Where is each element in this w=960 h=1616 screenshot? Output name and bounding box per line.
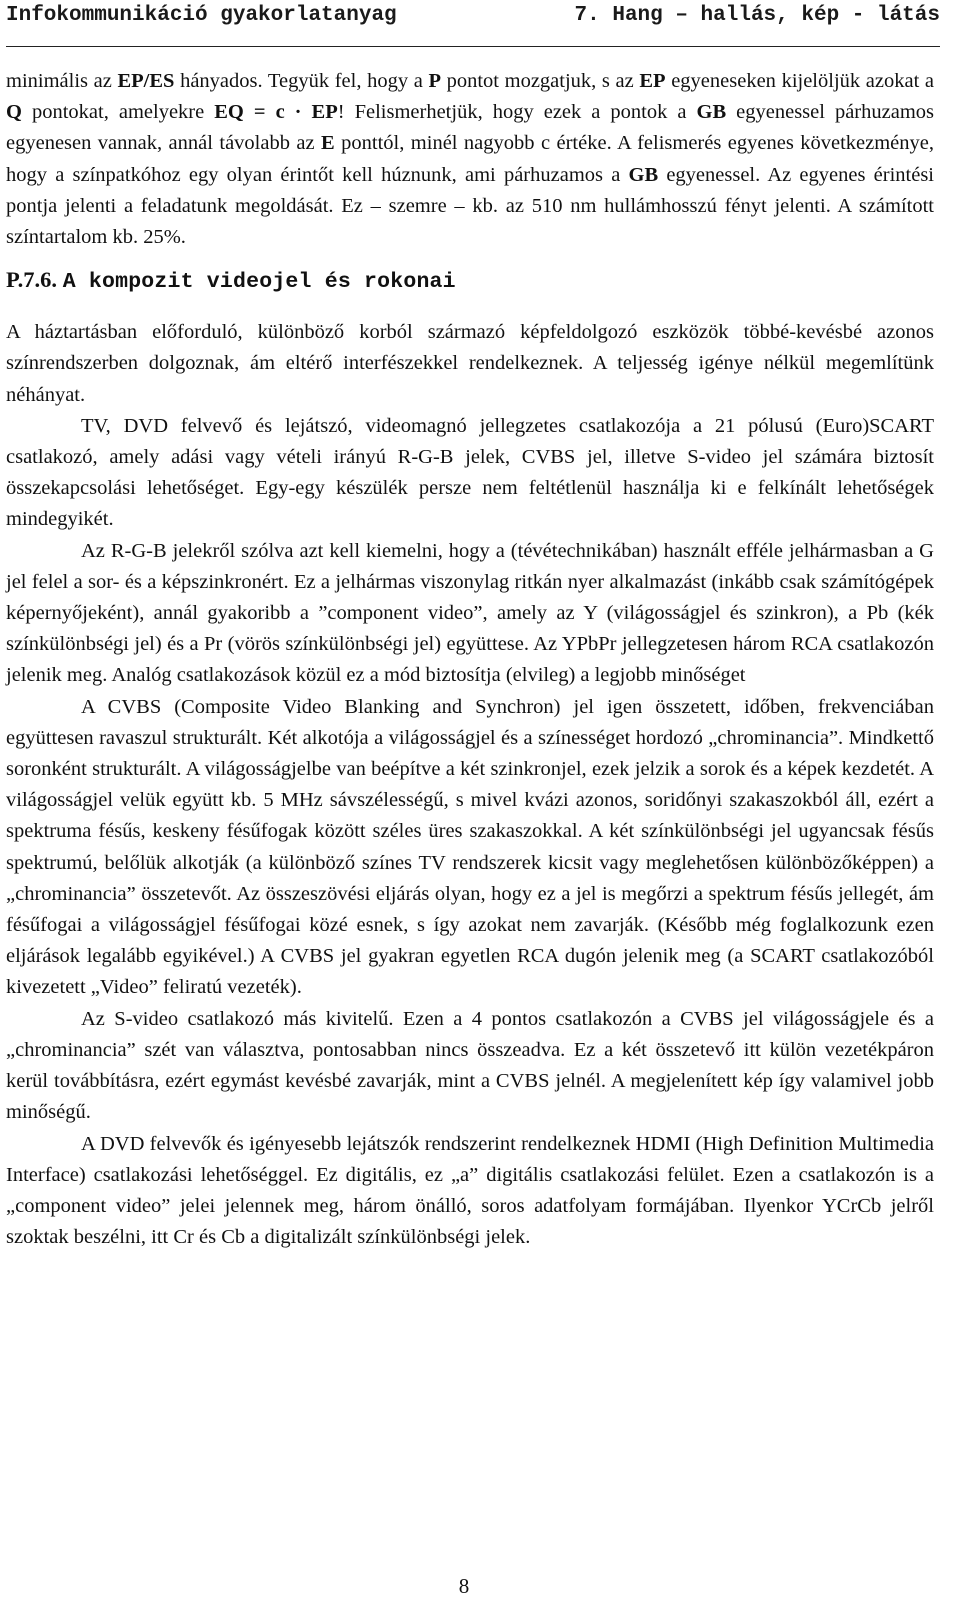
intro-text: egyenessel párhuzamos egyenesen vannak, annál távolabb az — [6, 101, 935, 155]
intro-text: ponttól, minél nagyobb c értéke. A felismerés egyenes következménye, hogy a színpatkóhoz egy olyan érintőt kell húznunk, ami párhuzamos a — [6, 132, 934, 186]
intro-text: ! Felismerhetjük, hogy ezek a pontok a — [337, 101, 697, 124]
page-number: 8 — [458, 1574, 470, 1598]
intro-text: minimális az — [6, 70, 118, 92]
intro-bold: EP/ES — [117, 70, 175, 92]
intro-text: hányados. Tegyük fel, hogy a — [174, 70, 429, 92]
section-heading — [6, 263, 934, 299]
intro-bold: E — [321, 132, 335, 155]
header-right-title: 7. Hang – hallás, kép - látás — [574, 4, 940, 27]
page-header — [6, 0, 940, 47]
intro-bold: GB — [696, 101, 727, 124]
body-paragraph: Az R-G-B jelekről szólva azt kell kiemelni, hogy a (tévétechnikában) használt efféle jelhármasban a G jel felel a sor- és a képszinkronért. Ez a jelhármas viszonylag ritkán nyer alkalmazást (inkább csak számítógépek képernyőjeként), annál gyakoribb a ”component video”, amely az Y (világosságjel és szinkron), a Pb (kék színkülönbségi jel) és a Pr (vörös színkülönbségi jel) együttese. Az YPbPr jellegzetesen három RCA csatlakozón jelenik meg. Analóg csatlakozások közül ez a mód biztosítja (elvileg) a legjobb minőséget — [6, 539, 934, 687]
intro-text: pontokat, amelyekre — [21, 101, 215, 124]
page-content — [6, 66, 934, 1253]
section-number: P.7.6. — [6, 267, 58, 293]
intro-bold: EP — [639, 70, 666, 92]
body-paragraph: A CVBS (Composite Video Blanking and Synchron) jel igen összetett, időben, frekvenciában együttesen ravaszul strukturált. Két alkotója a világosságjel és a színességet hordozó „chrominancia”. Mindkettő soronként strukturált. A világosságjelbe van beépítve a két szinkronjel, ezek jelzik a sorok és a képek kezdetét. A világosságjel velük együtt kb. 5 MHz sávszélességű, s mivel kvázi azonos, soridőnyi szakaszokból áll, ezért a spektruma fésűs, keskeny fésűfogak között széles üres szakaszokkal. A két színkülönbségi jel ugyancsak fésűs spektrumú, belőlük alkotják (a különböző színes TV rendszerek kicsit vagy meglehetősen különbözőképpen) a „chrominancia” összetevőt. Az összeszövési eljárás olyan, hogy ez a jel is megőrzi a spektrum fésűs jellegét, ám fésűfogai a világosságjel fésűfogai közé esnek, s így azokat nem zavarják. (Később még foglalkozunk ezen eljárások legalább egyikével.) A CVBS jel gyakran egyetlen RCA dugón jelenik meg (a SCART csatlakozóból kivezetett „Video” feliratú vezeték). — [6, 695, 934, 999]
body-paragraph: Az S-video csatlakozó más kivitelű. Ezen a 4 pontos csatlakozón a CVBS jel világosságjele és a „chrominancia” szét van választva, pontosabban nincs összeadva. Ez a két összetevő itt külön vezetékpáron kerül továbbításra, ezért egymást kevésbé zavarják, mint a CVBS jelnél. A megjelenített kép így valamivel jobb minőségű. — [6, 1007, 934, 1124]
intro-text: egyeneseken kijelöljük azokat a — [665, 70, 934, 92]
intro-text: egyenessel. Az egyenes érintési pontja jelenti a feladatunk megoldását. Ez – szemre – kb. az 510 nm hullámhosszú fényt jelenti. A számított színtartalom kb. 25%. — [6, 163, 934, 249]
body-paragraph: A háztartásban előforduló, különböző korból származó képfeldolgozó eszközök többé-kevésbé azonos színrendszerben dolgoznak, ám eltérő interfészekkel rendelkeznek. A teljesség igénye nélkül megemlítünk néhányat. — [6, 321, 934, 406]
body-paragraph: TV, DVD felvevő és lejátszó, videomagnó jellegzetes csatlakozója a 21 pólusú (Euro)SCART csatlakozó, amely adási vagy vételi irányú R-G-B jelek, CVBS jel, illetve S-video jel számára biztosít összekapcsolási lehetőséget. Egy-egy készülék persze nem feltétlenül használja ki e felkínált lehetőségek mindegyikét. — [6, 414, 934, 531]
header-left-title: Infokommunikáció gyakorlatanyag — [6, 4, 397, 27]
body-paragraph: A DVD felvevők és igényesebb lejátszók rendszerint rendelkeznek HDMI (High Definition Multimedia Interface) csatlakozási lehetőséggel. Ez digitális, ez „a” digitális csatlakozási felület. Ezen a csatlakozón is a „component video” jelei jelennek meg, három önálló, soros adatfolyam formájában. Ilyenkor YCrCb jelről szoktak beszélni, itt Cr és Cb a digitalizált színkülönbségi jelek. — [6, 1132, 934, 1249]
intro-bold: GB — [628, 163, 659, 186]
intro-paragraph — [6, 66, 934, 253]
section-title: A kompozit videojel és rokonai — [62, 270, 456, 295]
intro-bold: Q — [6, 101, 22, 124]
intro-text: pontot mozgatjuk, s az — [440, 70, 640, 92]
intro-bold: P — [428, 70, 441, 92]
intro-formula: EQ = c · EP — [214, 101, 338, 124]
